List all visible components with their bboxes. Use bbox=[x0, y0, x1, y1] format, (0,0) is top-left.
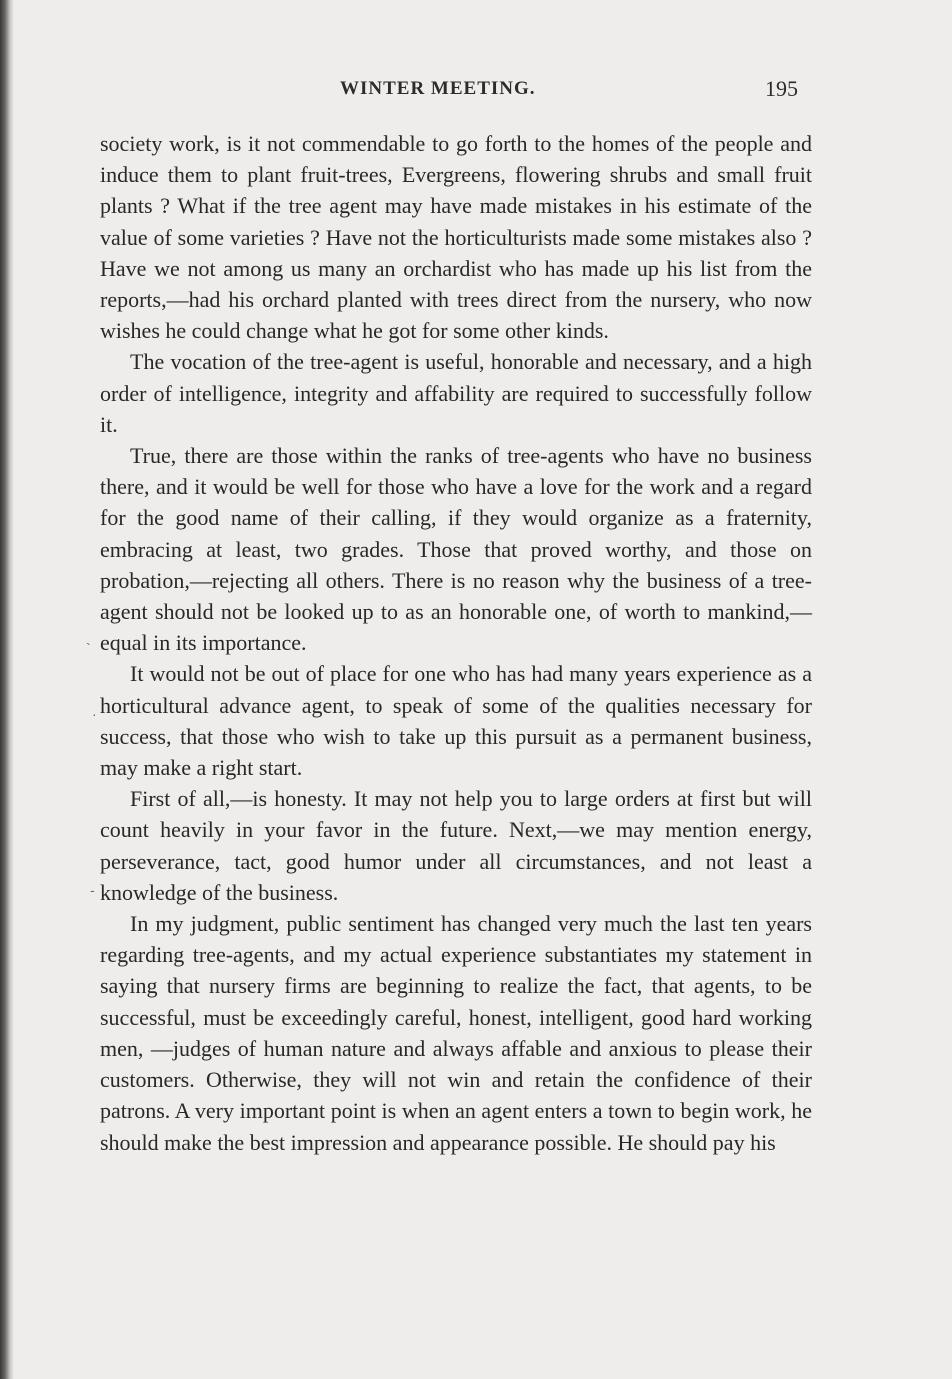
running-title: WINTER MEETING. bbox=[340, 78, 536, 99]
page-number: 195 bbox=[765, 76, 798, 101]
margin-tick-mark: ` bbox=[86, 640, 91, 656]
running-head bbox=[100, 74, 812, 108]
body-text bbox=[100, 128, 812, 1158]
paragraph: The vocation of the tree-agent is useful, honorable and necessary, and a high order of intelligence, integrity and affability are required to successfully follow it. bbox=[100, 349, 812, 437]
paragraph: First of all,—is honesty. It may not help you to large orders at first but will count heavily in your favor in the future. Next,—we may mention energy, perseverance, tact, good humor under all circumstances, and not least a knowledge of the business. bbox=[100, 786, 812, 905]
paragraph-continued: society work, is it not commendable to go forth to the homes of the people and induce them to plant fruit-trees, Evergreens, flowering shrubs and small fruit plants ? What if the tree agent may have made mistakes in his estimate of the value of some varieties ? Have not the horticulturists made some mistakes also ? Have we not among us many an orchardist who has made up his list from the reports,—had his orchard planted with trees direct from the nursery, who now wishes he could change what he got for some other kinds. bbox=[100, 131, 812, 344]
paragraph: It would not be out of place for one who has had many years experience as a horticultural advance agent, to speak of some of the qualities necessary for success, that those who wish to take up this pursuit as a permanent business, may make a right start. bbox=[100, 661, 812, 781]
margin-dash-mark: - bbox=[90, 882, 95, 898]
paragraph: In my judgment, public sentiment has changed very much the last ten years regarding tree-agents, and my actual experience substantiates my statement in saying that nursery firms are beginning to realize the fact, that agents, to be successful, must be exceedingly careful, honest, intelligent, good hard working men, —judges of human nature and always affable and anxious to please their customers. Otherwise, they will not win and retain the confidence of their patrons. A very important point is when an agent enters a town to begin work, he should make the best impression and appearance possible. He should pay his bbox=[100, 911, 812, 1155]
margin-dot-mark: · bbox=[92, 706, 97, 722]
page-edge-shadow bbox=[0, 0, 14, 1379]
paragraph: True, there are those within the ranks of tree-agents who have no business there, and it would be well for those who have a love for the work and a regard for the good name of their calling, if they would organize as a fraternity, embracing at least, two grades. Those that proved worthy, and those on probation,—rejecting all others. There is no reason why the business of a tree-agent should not be looked up to as an honorable one, of worth to mankind,—equal in its importance. bbox=[100, 443, 812, 656]
book-page bbox=[100, 74, 812, 1158]
